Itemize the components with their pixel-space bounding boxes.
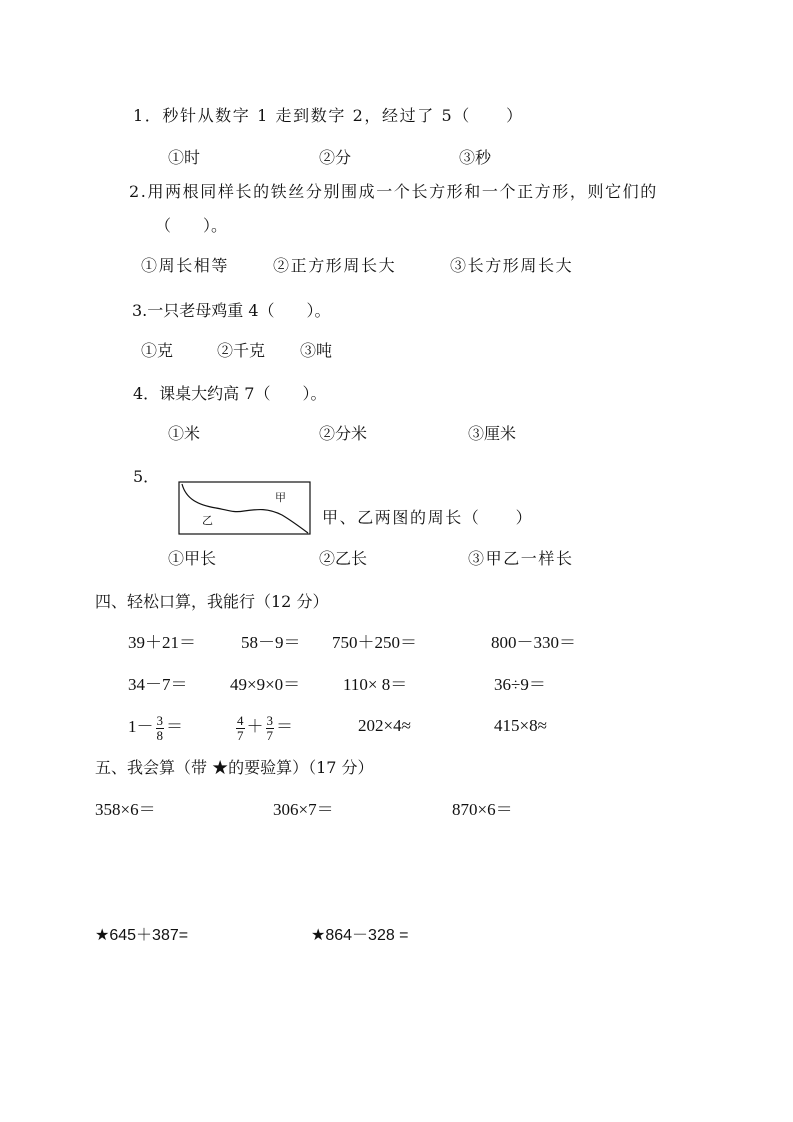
q2-option-1: ①周长相等: [141, 256, 230, 275]
q3-option-2: ②千克: [217, 341, 266, 360]
calc-item: 34－7＝: [128, 675, 188, 694]
q5-figure: [178, 481, 312, 535]
calc-item: 358×6＝: [95, 800, 156, 819]
q4-text: 4．课桌大约高 7（ ）。: [133, 384, 327, 403]
section5-title: 五、我会算（带 ★的要验算）（17 分）: [95, 758, 374, 777]
calc-item: 58－9＝: [241, 633, 301, 652]
q5-option-1: ①甲长: [168, 549, 217, 568]
q1-text: 1．秒针从数字 1 走到数字 2，经过了 5（ ）: [133, 106, 524, 125]
calc-item: 306×7＝: [273, 800, 334, 819]
figure-label-yi: 乙: [202, 514, 213, 527]
figure-rectangle: [179, 482, 310, 534]
calc-fraction-1: 1－ $\frac{3}{8}$ ＝: [128, 712, 183, 743]
q1-option-2: ②分: [319, 148, 352, 167]
q3-text: 3.一只老母鸡重 4（ ）。: [132, 301, 331, 320]
calc-item: 750＋250＝: [332, 633, 417, 652]
q1-option-1: ①时: [168, 148, 201, 167]
q5-option-2: ②乙长: [319, 549, 368, 568]
calc-item: 202×4≈: [358, 716, 411, 735]
figure-dividing-curve: [182, 484, 308, 533]
calc-item: 110× 8＝: [343, 675, 408, 694]
q3-option-3: ③吨: [300, 341, 333, 360]
calc-fraction-2: $\frac{4}{7}$ ＋ $\frac{3}{7}$ ＝: [237, 712, 293, 743]
q2-option-3: ③长方形周长大: [450, 256, 574, 275]
calc-item: 415×8≈: [494, 716, 547, 735]
calc-item: 39＋21＝: [128, 633, 196, 652]
figure-label-jia: 甲: [275, 491, 286, 504]
q2-text-continued: （ ）。: [155, 216, 228, 235]
q4-option-2: ②分米: [319, 424, 368, 443]
q2-option-2: ②正方形周长大: [273, 256, 397, 275]
calc-item: 870×6＝: [452, 800, 513, 819]
calc-item: 36÷9＝: [494, 675, 546, 694]
q5-text: 甲、乙两图的周长（ ）: [322, 508, 534, 527]
q3-option-1: ①克: [141, 341, 174, 360]
q5-number: 5．: [133, 467, 160, 486]
calc-item-verify: ★645＋387=: [95, 927, 189, 944]
q2-text: 2.用两根同样长的铁丝分别围成一个长方形和一个正方形，则它们的: [129, 182, 658, 201]
calc-item-verify: ★864－328 =: [311, 927, 409, 944]
q4-option-1: ①米: [168, 424, 201, 443]
section4-title: 四、轻松口算，我能行（12 分）: [95, 592, 329, 611]
q1-option-3: ③秒: [459, 148, 492, 167]
calc-item: 800－330＝: [491, 633, 576, 652]
q4-option-3: ③厘米: [468, 424, 517, 443]
q5-option-3: ③甲乙一样长: [468, 549, 574, 568]
calc-item: 49×9×0＝: [230, 675, 301, 694]
